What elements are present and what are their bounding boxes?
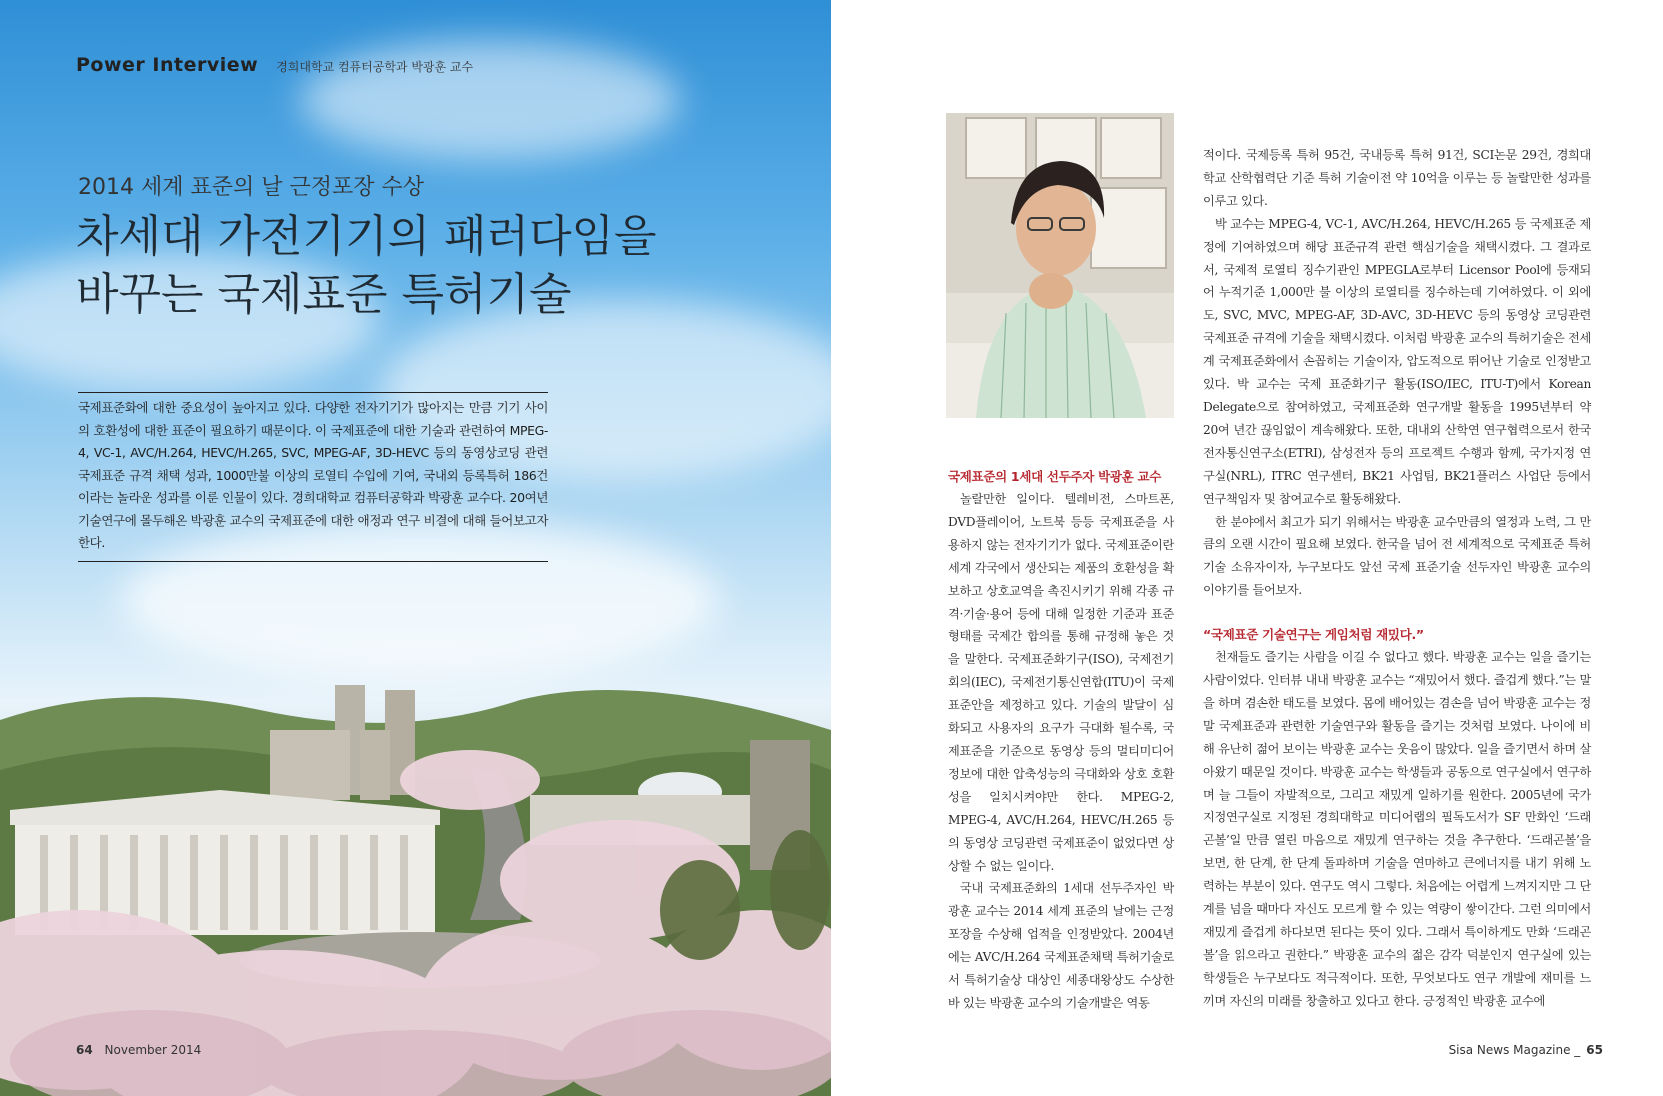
- campus-photo: [0, 660, 831, 1096]
- body-paragraph: 국내 국제표준화의 1세대 선두주자인 박광훈 교수는 2014 세계 표준의 날에는 근정포장을 수상해 업적을 인정받았다. 2004년에는 AVC/H.264 국제표준채택 특허기술로서 특허기술상 대상인 세종대왕상도 수상한 바 있는 박광훈 교수의 기술개발은 역동: [948, 881, 1174, 1010]
- column-2: [1203, 144, 1591, 1013]
- magazine-name: Sisa News Magazine _: [1448, 1043, 1581, 1057]
- body-paragraph: 천재들도 즐기는 사람을 이길 수 없다고 했다. 박광훈 교수는 일을 즐기는 사람이었다. 인터뷰 내내 박광훈 교수는 “재밌어서 했다. 즐겁게 했다.”는 말을 하며 겸손한 태도를 보였다. 몸에 배어있는 겸손을 넘어 박광훈 교수는 정말 국제표준과 관련한 기술연구와 활동을 즐기는 것처럼 보였다. 나이에 비해 유난히 젊어 보이는 박광훈 교수는 웃음이 많았다. 일을 즐기면서 하며 살아왔기 때문일 것이다. 박광훈 교수는 학생들과 공동으로 연구실에서 연구하며 늘 그들이 자발적으로, 그리고 재밌게 일하기를 원한다. 2005년에 국가지정연구실로 지정된 경희대학교 미디어랩의 필독도서가 SF 만화인 ‘드래곤볼’일 만큼 열린 마음으로 재밌게 연구하는 것을 추구한다. ‘드래곤볼’을 보면, 한 단계, 한 단계 돌파하며 기술을 연마하고 큰에너지를 내기 위해 노력하는 부분이 있다. 연구도 역시 그렇다. 처음에는 어렵게 느껴지지만 그 단계를 넘을 때마다 자신도 모르게 할 수 있는 역량이 쌓이간다. 그런 의미에서 재밌게 즐겁게 하다보면 된다는 뜻이 있다. 그래서 특이하게도 만화 ‘드래곤볼’을 읽으라고 권한다.” 박광훈 교수의 젊은 감각 덕분인지 연구실에 있는 학생들은 누구보다도 적극적이다. 또한, 무엇보다도 연구 개발에 재미를 느끼며 자신의 미래를 창출하고 있다고 한다. 긍정적인 박광훈 교수에: [1203, 650, 1591, 1008]
- body-paragraph: 적이다. 국제등록 특허 95건, 국내등록 특허 91건, SCI논문 29건, 경희대학교 산학협력단 기준 특허 기술이전 약 10억을 이루는 등 놀랄만한 성과를 이루고 있다.: [1203, 148, 1591, 208]
- page-number-left: 64: [76, 1043, 93, 1057]
- page-number-right: 65: [1586, 1043, 1603, 1057]
- section-label: Power Interview: [76, 54, 259, 76]
- body-paragraph: 한 분야에서 최고가 되기 위해서는 박광훈 교수만큼의 열정과 노력, 그 만큼의 오랜 시간이 필요해 보였다. 한국을 넘어 전 세계적으로 국제표준 특허기술 소유자이자, 누구보다도 앞선 국제 표준기술 선두자인 박광훈 교수의 이야기를 들어보자.: [1203, 514, 1591, 598]
- church-nave: [270, 730, 350, 800]
- body-paragraph: 박 교수는 MPEG-4, VC-1, AVC/H.264, HEVC/H.265 등 국제표준 제정에 기여하였으며 해당 표준규격 관련 핵심기술을 채택시켰다. 그 결과로서, 국제적 로열티 징수기관인 MPEGLA로부터 Licensor Pool에 등재되어 누적기준 1,000만 불 이상의 로열티를 징수하는데 기여하였다. 이 외에도, SVC, MVC, MPEG-AF, 3D-AVC, 3D-HEVC 등의 동영상 코딩관련 국제표준 규격에 기술을 채택시켰다. 이처럼 박광훈 교수의 특허기술은 전세계 국제표준화에서 손꼽히는 기술이자, 압도적으로 뛰어난 기술로 인정받고 있다. 박 교수는 국제 표준화기구 활동(ISO/IEC, ITU-T)에서 Korean Delegate으로 참여하였고, 국제표준화 연구개발 활동을 1995년부터 약 20여 년간 끊임없이 계속해왔다. 또한, 대내외 산학연 연구협력으로서 한국전자통신연구소(ETRI), 삼성전자 등의 프로젝트 수행과 함께, 국가지정 연구실(NRL), ITRC 연구센터, BK21 사업팀, BK21플러스 사업단 등에서 연구책임자 및 참여교수로 활동해왔다.: [1203, 216, 1591, 506]
- portrait-illustration: [946, 113, 1174, 418]
- headline-line-1: 차세대 가전기기의 패러다임을: [76, 211, 657, 262]
- section-subtitle: 경희대학교 컴퓨터공학과 박광훈 교수: [276, 60, 474, 74]
- column-1: [948, 466, 1174, 1015]
- folio-left: [76, 1043, 201, 1057]
- column-1-subhead: 국제표준의 1세대 선두주자 박광훈 교수: [948, 469, 1162, 484]
- column-2-subhead: “국제표준 기술연구는 게임처럼 재밌다.”: [1203, 627, 1424, 643]
- lead-paragraph: 국제표준화에 대한 중요성이 높아지고 있다. 다양한 전자기기가 많아지는 만큼 기기 사이의 호환성에 대한 표준이 필요하기 때문이다. 이 국제표준에 대한 기술과 관련하여 MPEG-4, VC-1, AVC/H.264, HEVC/H.265, SVC, MPEG-AF, 3D-HEVC 등의 동영상코딩 관련 국제표준 규격 채택 성과, 1000만불 이상의 로열티 수입에 기여, 국내외 등록특허 186건이라는 놀라운 성과를 이룬 인물이 있다. 경희대학교 컴퓨터공학과 박광훈 교수다. 20여년 기술연구에 몰두해온 박광훈 교수의 국제표준에 대한 애정과 연구 비결에 대해 들어보고자 한다.: [78, 392, 548, 562]
- left-page: [0, 0, 831, 1096]
- body-paragraph: 놀랄만한 일이다. 텔레비전, 스마트폰, DVD플레이어, 노트북 등등 국제표준을 사용하지 않는 전자기기가 없다. 국제표준이란 세계 각국에서 생산되는 제품의 호환성을 확보하고 상호교역을 촉진시키기 위해 각종 규격·기술·용어 등에 대해 일정한 기준과 표준형태를 국제간 합의를 통해 규정해 놓은 것을 말한다. 국제표준화기구(ISO), 국제전기회의(IEC), 국제전기통신연합(ITU)이 국제표준안을 제정하고 있다. 기술의 발달이 심화되고 사용자의 요구가 극대화 될수록, 국제표준을 기준으로 동영상 등의 멀티미디어 정보에 대한 압축성능의 극대화와 상호 호환성을 일치시켜야만 한다. MPEG-2, MPEG-4, AVC/H.264, HEVC/H.265 등의 동영상 코딩관련 국제표준이 없었다면 상상할 수 없는 일이다.: [948, 492, 1174, 873]
- church-center: [360, 730, 390, 800]
- issue-date: November 2014: [104, 1043, 202, 1057]
- professor-portrait: [946, 113, 1174, 418]
- headline: [76, 208, 657, 324]
- right-page: [831, 0, 1663, 1096]
- section-header: [76, 54, 473, 76]
- headline-line-2: 바꾸는 국제표준 특허기술: [76, 269, 572, 320]
- kicker: 2014 세계 표준의 날 근정포장 수상: [78, 175, 424, 200]
- folio-right: [1449, 1043, 1603, 1057]
